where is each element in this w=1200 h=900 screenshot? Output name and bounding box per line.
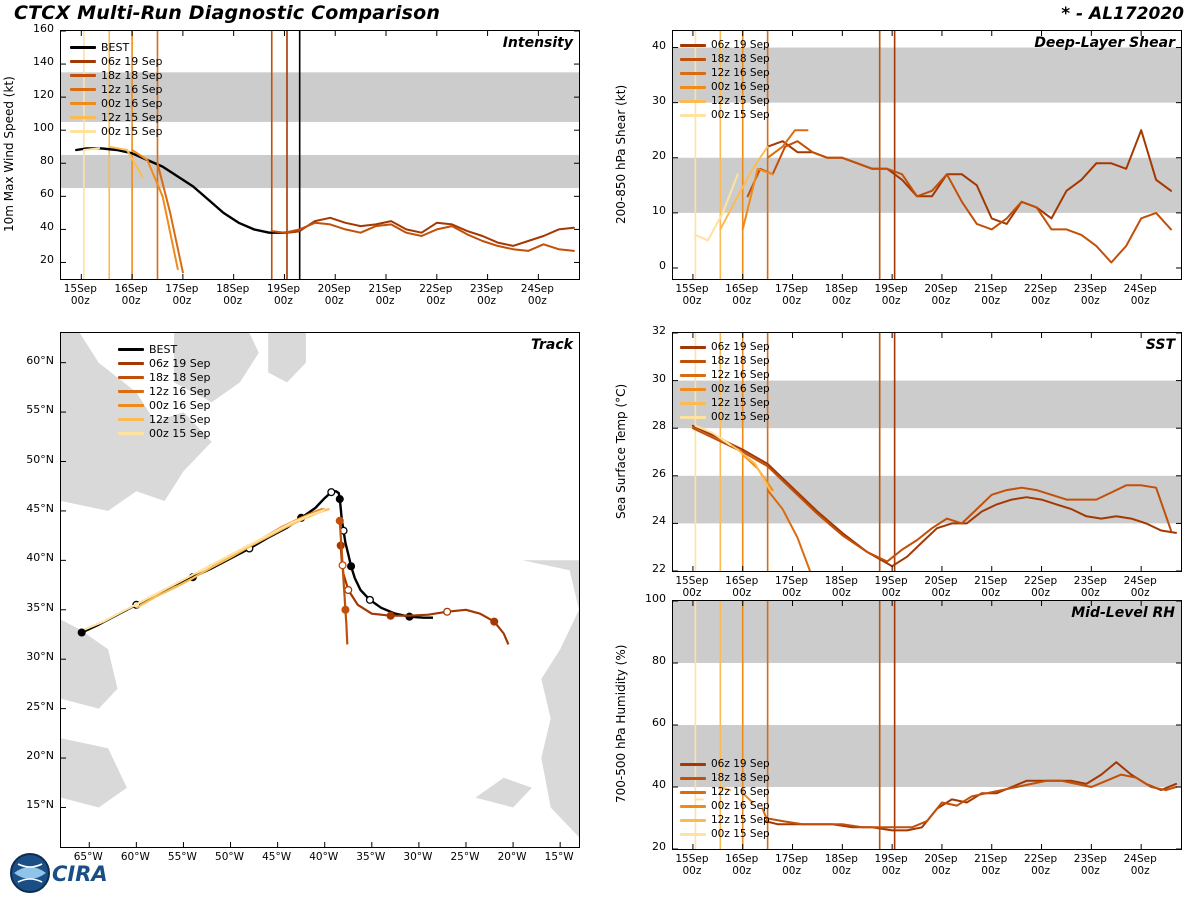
y-tick: 120 xyxy=(33,88,54,102)
legend-label: 00z 16 Sep xyxy=(711,800,770,812)
y-tick: 60 xyxy=(652,716,666,729)
legend-swatch xyxy=(680,763,706,766)
map-landmass xyxy=(268,333,306,382)
legend-item xyxy=(680,66,770,80)
x-tick: 30°W xyxy=(403,851,433,863)
legend-label: 12z 16 Sep xyxy=(711,67,770,79)
legend-item xyxy=(118,342,211,356)
legend-swatch xyxy=(70,74,96,77)
legend-label: BEST xyxy=(101,40,130,54)
x-tick: 24Sep 00z xyxy=(1123,283,1157,308)
series-intensity-18z-18-sep xyxy=(272,223,574,251)
x-tick: 21Sep 00z xyxy=(368,283,402,308)
legend-swatch xyxy=(680,805,706,808)
legend-swatch xyxy=(70,130,96,133)
legend-swatch xyxy=(680,777,706,780)
legend-item xyxy=(680,52,770,66)
legend-label: 00z 16 Sep xyxy=(711,81,770,93)
track-marker xyxy=(491,618,498,625)
legend-item xyxy=(118,412,211,426)
legend-swatch xyxy=(680,114,706,117)
legend-item xyxy=(118,356,211,370)
x-tick: 19Sep 00z xyxy=(874,575,908,600)
legend-shear xyxy=(680,38,770,122)
y-tick: 40 xyxy=(652,38,666,52)
track-marker xyxy=(387,612,394,619)
legend-item xyxy=(680,340,770,354)
legend-item xyxy=(70,68,163,82)
x-tick: 24Sep 00z xyxy=(1123,853,1157,878)
x-tick: 23Sep 00z xyxy=(1073,283,1107,308)
panel-title-shear: Deep-Layer Shear xyxy=(1034,35,1175,51)
x-tick: 16Sep 00z xyxy=(114,283,148,308)
x-tick: 16Sep 00z xyxy=(725,575,759,600)
panel-title-intensity: Intensity xyxy=(502,35,573,51)
page-title: CTCX Multi-Run Diagnostic Comparison xyxy=(14,2,441,24)
panel-title-track: Track xyxy=(531,337,573,353)
x-tick: 15Sep 00z xyxy=(675,575,709,600)
track-marker xyxy=(78,629,85,636)
legend-swatch xyxy=(118,432,144,435)
legend-swatch xyxy=(70,102,96,105)
y-tick: 20 xyxy=(652,840,666,853)
y-tick: 45°N xyxy=(26,501,54,515)
x-tick: 15°W xyxy=(544,851,574,863)
legend-item xyxy=(70,96,163,110)
legend-swatch xyxy=(680,360,706,363)
legend-item xyxy=(680,827,770,841)
legend-label: 18z 18 Sep xyxy=(711,772,770,784)
y-tick: 35°N xyxy=(26,600,54,614)
y-axis-label-shear: 200-850 hPa Shear (kt) xyxy=(614,84,628,224)
legend-item xyxy=(680,785,770,799)
x-tick: 17Sep 00z xyxy=(165,283,199,308)
legend-swatch xyxy=(118,362,144,365)
x-tick: 19Sep 00z xyxy=(266,283,301,308)
legend-label: 12z 15 Sep xyxy=(711,814,770,826)
legend-swatch xyxy=(70,46,96,49)
legend-item xyxy=(70,110,163,124)
y-tick: 20 xyxy=(652,148,666,162)
x-tick: 17Sep 00z xyxy=(774,283,809,308)
x-tick: 21Sep 00z xyxy=(974,283,1008,308)
legend-swatch xyxy=(680,58,706,61)
legend-track xyxy=(118,342,211,440)
y-axis-label-rh: 700-500 hPa Humidity (%) xyxy=(614,644,628,804)
track-marker xyxy=(348,563,355,570)
x-tick: 23Sep 00z xyxy=(1073,853,1107,878)
y-tick: 20°N xyxy=(26,749,54,763)
x-tick: 35°W xyxy=(356,851,386,863)
x-tick: 22Sep 00z xyxy=(419,283,453,308)
x-tick: 45°W xyxy=(262,851,292,863)
legend-item xyxy=(680,771,770,785)
x-tick: 40°W xyxy=(309,851,339,863)
legend-label: 12z 15 Sep xyxy=(711,397,770,409)
x-tick: 21Sep 00z xyxy=(974,575,1008,600)
x-tick: 18Sep 00z xyxy=(824,575,858,600)
x-tick: 15Sep 00z xyxy=(63,283,97,308)
legend-label: 00z 15 Sep xyxy=(711,411,770,423)
y-tick: 140 xyxy=(33,55,54,69)
legend-item xyxy=(118,384,211,398)
legend-label: 18z 18 Sep xyxy=(711,355,770,367)
legend-label: 00z 15 Sep xyxy=(711,828,770,840)
x-tick: 65°W xyxy=(73,851,103,863)
x-tick: 23Sep 00z xyxy=(1073,575,1107,600)
track-marker xyxy=(339,562,346,569)
y-tick: 25°N xyxy=(26,699,54,713)
x-tick: 16Sep 00z xyxy=(725,283,759,308)
x-tick: 19Sep 00z xyxy=(874,853,908,878)
legend-label: 06z 19 Sep xyxy=(711,758,770,770)
x-tick: 17Sep 00z xyxy=(774,575,809,600)
y-tick: 40°N xyxy=(26,551,54,565)
legend-swatch xyxy=(70,116,96,119)
legend-swatch xyxy=(680,833,706,836)
x-tick: 60°W xyxy=(120,851,150,863)
legend-item xyxy=(680,799,770,813)
legend-swatch xyxy=(680,388,706,391)
x-tick: 24Sep 00z xyxy=(1123,575,1157,600)
x-tick: 21Sep 00z xyxy=(974,853,1008,878)
storm-id-label: * - AL172020 xyxy=(1061,4,1184,24)
legend-label: 00z 16 Sep xyxy=(101,96,163,110)
legend-item xyxy=(118,426,211,440)
y-tick: 15°N xyxy=(26,798,54,812)
legend-label: 06z 19 Sep xyxy=(101,54,163,68)
y-tick: 22 xyxy=(652,562,666,575)
legend-swatch xyxy=(680,100,706,103)
x-tick: 25°W xyxy=(450,851,480,863)
legend-swatch xyxy=(680,416,706,419)
x-tick: 20Sep 00z xyxy=(317,283,351,308)
x-tick: 20Sep 00z xyxy=(924,283,958,308)
y-tick: 24 xyxy=(652,514,666,528)
legend-item xyxy=(70,124,163,138)
legend-label: 00z 16 Sep xyxy=(149,398,211,412)
track-best xyxy=(82,491,433,632)
y-tick: 0 xyxy=(659,258,666,272)
legend-label: 00z 15 Sep xyxy=(149,426,211,440)
x-tick: 17Sep 00z xyxy=(774,853,809,878)
y-tick: 80 xyxy=(652,654,666,667)
y-tick: 50°N xyxy=(26,452,54,466)
x-tick: 15Sep 00z xyxy=(675,853,709,878)
track-marker xyxy=(336,496,343,503)
track-marker xyxy=(444,608,451,615)
x-tick: 22Sep 00z xyxy=(1023,575,1058,600)
y-tick: 100 xyxy=(33,121,54,135)
x-tick: 22Sep 00z xyxy=(1023,283,1058,308)
y-tick: 30 xyxy=(652,371,666,385)
x-tick: 20Sep 00z xyxy=(924,575,958,600)
legend-label: 00z 15 Sep xyxy=(101,124,163,138)
track-marker xyxy=(345,587,352,594)
legend-swatch xyxy=(118,418,144,421)
legend-swatch xyxy=(118,376,144,379)
legend-item xyxy=(70,82,163,96)
legend-label: 18z 18 Sep xyxy=(101,68,163,82)
legend-swatch xyxy=(680,819,706,822)
y-tick: 55°N xyxy=(26,403,54,417)
track-marker xyxy=(328,489,335,496)
legend-swatch xyxy=(680,374,706,377)
x-tick: 23Sep 00z xyxy=(470,283,504,308)
legend-swatch xyxy=(680,346,706,349)
legend-item xyxy=(70,54,163,68)
y-tick: 20 xyxy=(40,253,54,267)
x-tick: 24Sep 00z xyxy=(520,283,554,308)
panel-title-sst: SST xyxy=(1145,337,1175,353)
x-tick: 20°W xyxy=(497,851,527,863)
legend-label: BEST xyxy=(149,342,178,356)
y-tick: 26 xyxy=(652,466,666,480)
legend-item xyxy=(680,94,770,108)
y-tick: 160 xyxy=(33,22,54,35)
legend-swatch xyxy=(680,86,706,89)
y-tick: 80 xyxy=(40,154,54,168)
legend-label: 12z 16 Sep xyxy=(711,786,770,798)
legend-item xyxy=(680,813,770,827)
legend-item xyxy=(680,354,770,368)
map-landmass xyxy=(523,560,580,837)
legend-swatch xyxy=(118,390,144,393)
x-tick: 18Sep 00z xyxy=(824,283,858,308)
x-tick: 15Sep 00z xyxy=(675,283,709,308)
legend-label: 12z 16 Sep xyxy=(149,384,211,398)
y-tick: 100 xyxy=(645,592,666,605)
legend-item xyxy=(680,80,770,94)
legend-swatch xyxy=(118,348,144,351)
legend-label: 06z 19 Sep xyxy=(711,341,770,353)
legend-label: 12z 15 Sep xyxy=(101,110,163,124)
legend-item xyxy=(680,38,770,52)
x-tick: 20Sep 00z xyxy=(924,853,958,878)
legend-label: 12z 15 Sep xyxy=(711,95,770,107)
y-tick: 28 xyxy=(652,419,666,433)
cira-logo xyxy=(8,850,118,896)
legend-label: 18z 18 Sep xyxy=(711,53,770,65)
legend-item xyxy=(680,382,770,396)
legend-rh xyxy=(680,757,770,841)
legend-item xyxy=(680,108,770,122)
map-landmass xyxy=(61,620,118,709)
legend-label: 12z 16 Sep xyxy=(101,82,163,96)
legend-item xyxy=(680,757,770,771)
legend-swatch xyxy=(680,791,706,794)
track-marker xyxy=(336,517,343,524)
track-marker xyxy=(342,606,349,613)
x-tick: 22Sep 00z xyxy=(1023,853,1058,878)
y-tick: 30 xyxy=(652,93,666,107)
legend-item xyxy=(680,368,770,382)
x-tick: 18Sep 00z xyxy=(216,283,250,308)
legend-swatch xyxy=(680,44,706,47)
y-tick: 40 xyxy=(652,778,666,791)
y-tick: 10 xyxy=(652,203,666,217)
y-tick: 60°N xyxy=(26,353,54,367)
legend-intensity xyxy=(70,40,163,138)
legend-label: 18z 18 Sep xyxy=(149,370,211,384)
legend-label: 00z 16 Sep xyxy=(711,383,770,395)
legend-label: 06z 19 Sep xyxy=(711,39,770,51)
y-axis-label-intensity: 10m Max Wind Speed (kt) xyxy=(2,76,16,232)
legend-label: 06z 19 Sep xyxy=(149,356,211,370)
y-tick: 32 xyxy=(652,324,666,337)
x-tick: 18Sep 00z xyxy=(824,853,858,878)
y-tick: 30°N xyxy=(26,650,54,664)
legend-label: 00z 15 Sep xyxy=(711,109,770,121)
map-landmass xyxy=(61,738,127,807)
y-tick: 60 xyxy=(40,187,54,201)
legend-item xyxy=(680,410,770,424)
legend-sst xyxy=(680,340,770,424)
legend-item xyxy=(70,40,163,54)
panel-title-rh: Mid-Level RH xyxy=(1071,605,1175,621)
x-tick: 55°W xyxy=(167,851,197,863)
legend-swatch xyxy=(680,72,706,75)
legend-item xyxy=(118,370,211,384)
legend-label: 12z 15 Sep xyxy=(149,412,211,426)
map-landmass xyxy=(475,778,532,808)
legend-swatch xyxy=(70,60,96,63)
track-marker xyxy=(367,596,374,603)
legend-item xyxy=(118,398,211,412)
x-tick: 50°W xyxy=(215,851,245,863)
svg-text:CIRA: CIRA xyxy=(52,862,108,886)
legend-swatch xyxy=(680,402,706,405)
legend-item xyxy=(680,396,770,410)
y-tick: 40 xyxy=(40,220,54,234)
x-tick: 19Sep 00z xyxy=(874,283,908,308)
y-axis-label-sst: Sea Surface Temp (°C) xyxy=(614,383,628,519)
legend-label: 12z 16 Sep xyxy=(711,369,770,381)
legend-swatch xyxy=(70,88,96,91)
x-tick: 16Sep 00z xyxy=(725,853,759,878)
legend-swatch xyxy=(118,404,144,407)
